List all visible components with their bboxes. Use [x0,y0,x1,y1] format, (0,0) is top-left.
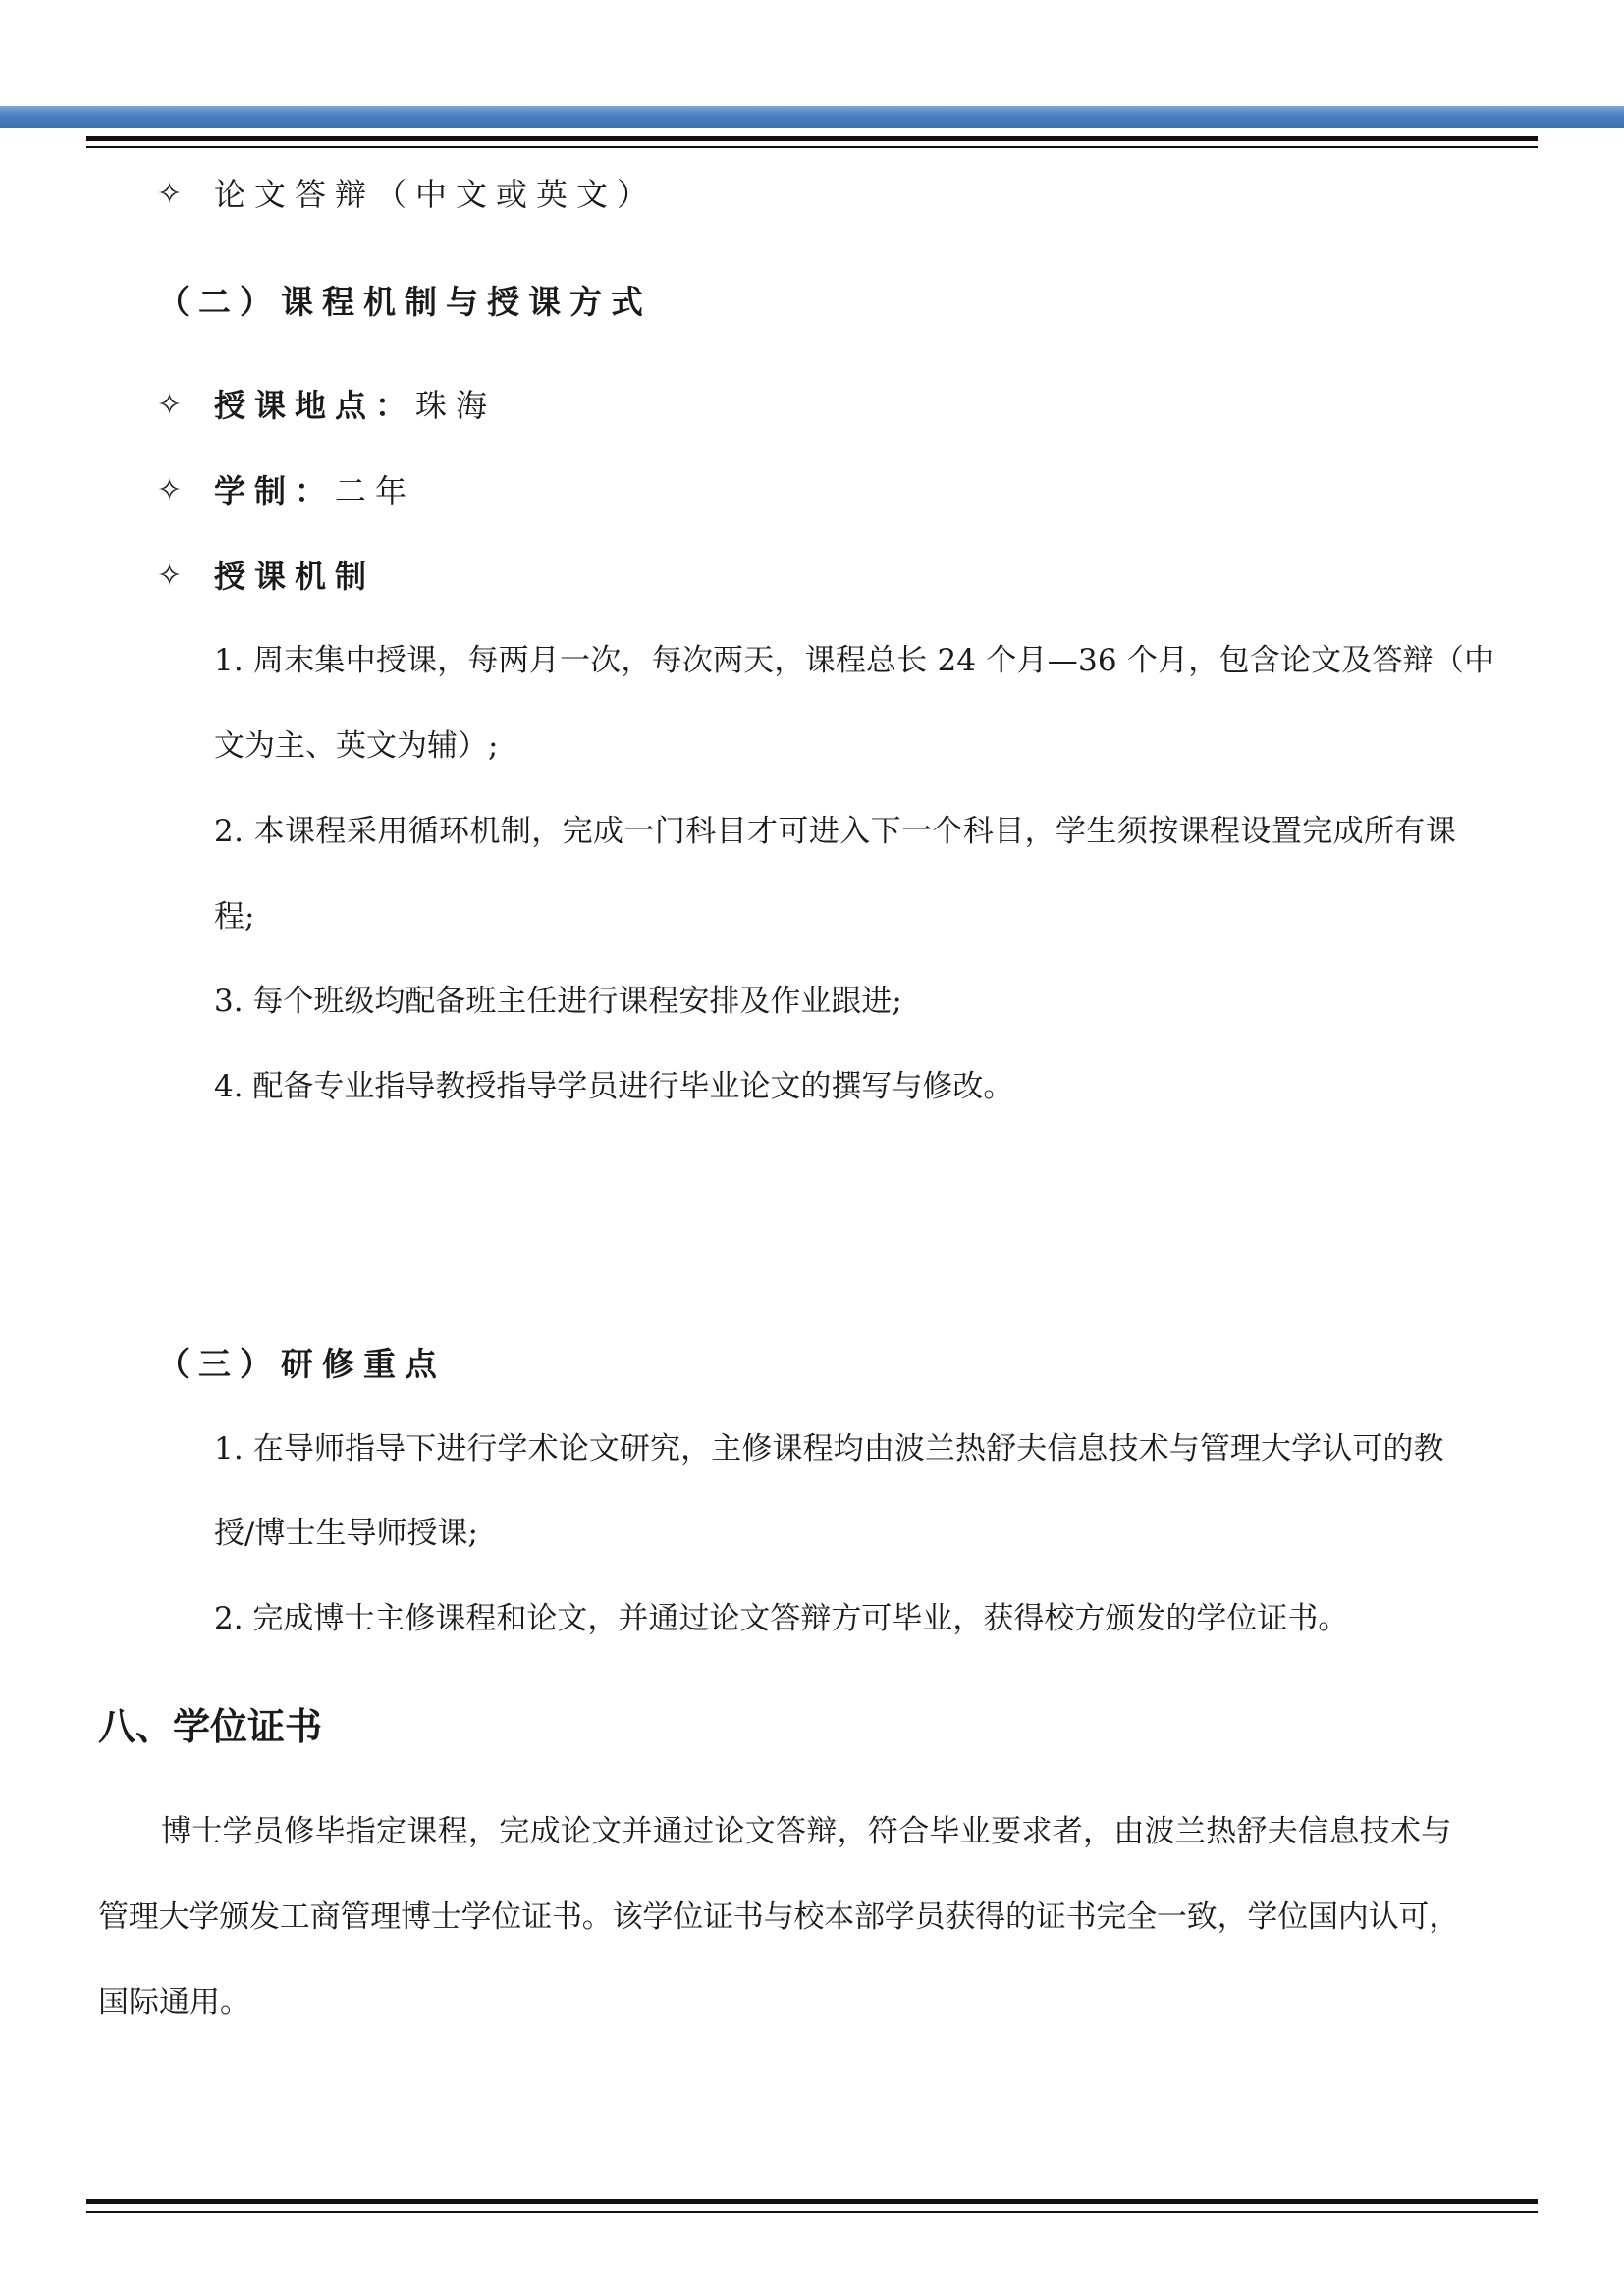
header-rule-thick [86,136,1538,141]
duration-label: 学制： [214,472,336,509]
duration-value: 二年 [335,472,416,509]
duration-row [214,472,416,509]
location-row [214,387,497,424]
mechanism-item-4: 4. 配备专业指导教授指导学员进行毕业论文的撰写与修改。 [214,1069,1014,1104]
four-point-star-icon: ✧ [157,388,183,422]
mechanism-label: 授课机制 [214,558,376,595]
subsection-2-title: （二）课程机制与授课方式 [157,283,652,321]
section-8-line-2: 管理大学颁发工商管理博士学位证书。该学位证书与校本部学员获得的证书完全一致，学位国内认可， [98,1899,1459,1935]
footer-rule-thick [86,2199,1538,2204]
section-8-title: 八、学位证书 [98,1705,323,1748]
four-point-star-icon: ✧ [157,473,183,507]
mechanism-item-1-line1: 1. 周末集中授课，每两月一次，每次两天，课程总长 24 个月—36 个月，包含论文及答辩（中 [214,643,1495,678]
mechanism-item-1-line2: 文为主、英文为辅）; [214,728,499,764]
location-label: 授课地点： [214,387,416,424]
mechanism-item-2-line2: 程; [214,899,255,934]
focus-item-2: 2. 完成博士主修课程和论文，并通过论文答辩方可毕业，获得校方颁发的学位证书。 [214,1601,1349,1636]
focus-item-1-line1: 1. 在导师指导下进行学术论文研究，主修课程均由波兰热舒夫信息技术与管理大学认可的教 [214,1431,1444,1467]
footer-rule-thin [86,2211,1538,2213]
mechanism-item-2-line1: 2. 本课程采用循环机制，完成一门科目才可进入下一个科目，学生须按课程设置完成所有课 [214,814,1457,849]
subsection-3-title: （三）研修重点 [157,1345,446,1383]
focus-item-1-line2: 授/博士生导师授课; [214,1516,478,1551]
section-8-line-1: 博士学员修毕指定课程，完成论文并通过论文答辩，符合毕业要求者，由波兰热舒夫信息技术与 [161,1814,1452,1849]
section-8-line-3: 国际通用。 [98,1985,250,2020]
bullet-thesis-defense: 论文答辩（中文或英文） [214,176,658,213]
four-point-star-icon: ✧ [157,177,183,211]
four-point-star-icon: ✧ [157,559,183,593]
mechanism-item-3: 3. 每个班级均配备班主任进行课程安排及作业跟进; [214,984,902,1019]
header-blue-band [0,106,1624,128]
location-value: 珠海 [415,387,497,424]
header-rule-thin [86,146,1538,148]
